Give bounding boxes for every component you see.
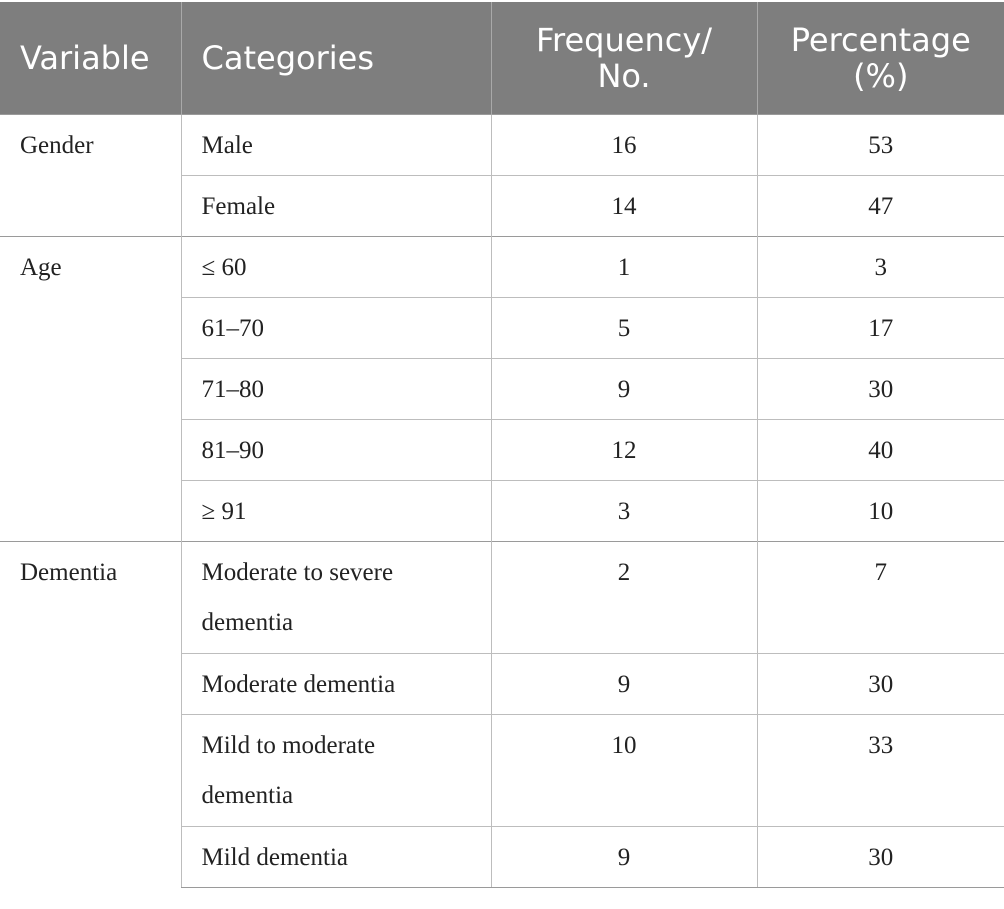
category-cell [181, 541, 491, 653]
table-row [0, 541, 1004, 653]
frequency-cell: 12 [491, 419, 757, 480]
frequency-cell: 9 [491, 826, 757, 887]
header-percentage-line2: (%) [853, 56, 909, 95]
table-row [0, 236, 1004, 297]
category-line2: dementia [201, 781, 294, 809]
demographics-table [0, 2, 1004, 888]
frequency-cell: 5 [491, 297, 757, 358]
percentage-cell: 53 [757, 114, 1004, 175]
variable-label: Age [20, 253, 62, 281]
category-cell [181, 714, 491, 826]
header-variable [0, 2, 181, 114]
percentage-cell: 33 [757, 714, 1004, 826]
variable-cell-age [0, 236, 181, 541]
category-line1: Moderate to severe [201, 558, 394, 586]
category-cell: 71–80 [181, 358, 491, 419]
variable-label: Gender [20, 131, 94, 159]
category-cell: 61–70 [181, 297, 491, 358]
category-cell: ≤ 60 [181, 236, 491, 297]
frequency-cell: 9 [491, 653, 757, 714]
percentage-cell: 40 [757, 419, 1004, 480]
percentage-cell: 30 [757, 358, 1004, 419]
header-categories [181, 2, 491, 114]
category-cell: Moderate dementia [181, 653, 491, 714]
header-percentage-line1: Percentage [790, 20, 971, 59]
category-cell: Mild dementia [181, 826, 491, 887]
percentage-cell: 47 [757, 175, 1004, 236]
variable-cell-gender [0, 114, 181, 236]
header-frequency-line2: No. [597, 56, 651, 95]
frequency-cell: 10 [491, 714, 757, 826]
percentage-cell: 30 [757, 653, 1004, 714]
table-header [0, 2, 1004, 114]
category-line1: Mild to moderate [201, 731, 376, 759]
frequency-cell: 3 [491, 480, 757, 541]
header-frequency [491, 2, 757, 114]
header-variable-label: Variable [20, 38, 150, 77]
header-frequency-line1: Frequency/ [535, 20, 713, 59]
frequency-cell: 16 [491, 114, 757, 175]
frequency-cell: 14 [491, 175, 757, 236]
table-row [0, 114, 1004, 175]
percentage-cell: 3 [757, 236, 1004, 297]
frequency-cell: 2 [491, 541, 757, 653]
percentage-cell: 10 [757, 480, 1004, 541]
category-cell: 81–90 [181, 419, 491, 480]
variable-cell-dementia [0, 541, 181, 887]
header-row [0, 2, 1004, 114]
category-cell: Male [181, 114, 491, 175]
category-cell: ≥ 91 [181, 480, 491, 541]
category-cell: Female [181, 175, 491, 236]
percentage-cell: 17 [757, 297, 1004, 358]
header-categories-label: Categories [201, 38, 374, 77]
percentage-cell: 30 [757, 826, 1004, 887]
header-percentage [757, 2, 1004, 114]
frequency-cell: 9 [491, 358, 757, 419]
category-line2: dementia [201, 608, 294, 636]
table-body [0, 114, 1004, 887]
percentage-cell: 7 [757, 541, 1004, 653]
variable-label: Dementia [20, 558, 118, 586]
frequency-cell: 1 [491, 236, 757, 297]
